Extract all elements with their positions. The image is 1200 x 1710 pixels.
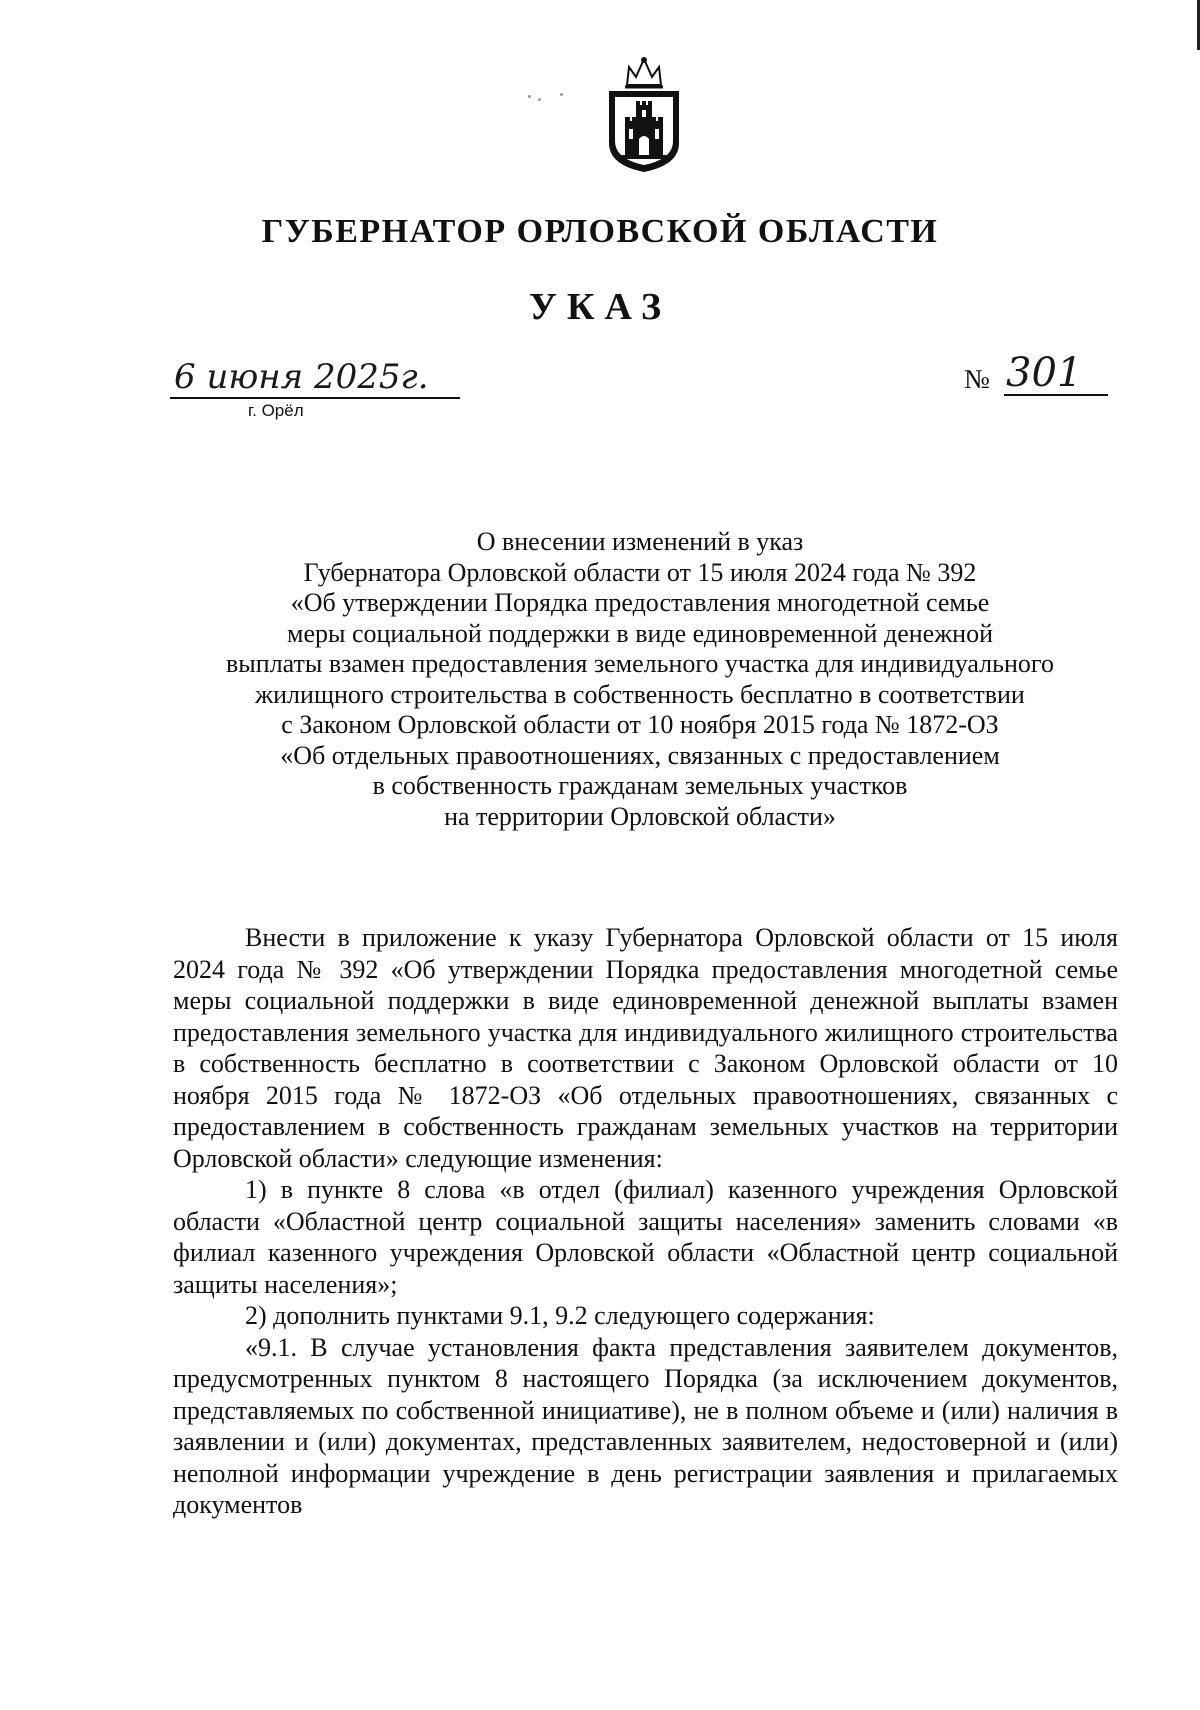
body-paragraph: 1) в пункте 8 слова «в отдел (филиал) казенного учреждения Орловской области «Областной центр социальной защиты населения» заменить словами «в филиал казенного учреждения Орловской области «Областной центр социальной защиты населения»;: [173, 1175, 1118, 1299]
body-paragraph: Внести в приложение к указу Губернатора Орловской области от 15 июля 2024 года № 392 «Об утверждении Порядка предоставления многодетной семье меры социальной поддержки в виде единовременной денежной выплаты взамен предоставления земельного участка для индивидуального жилищного строительства в собственность бесплатно в соответствии с Законом Орловской области от 10 ноября 2015 года № 1872-ОЗ «Об отдельных правоотношениях, связанных с предоставлением в собственность гражданам земельных участков на территории Орловской области» следующие изменения:: [173, 923, 1118, 1173]
subject-line: с Законом Орловской области от 10 ноября 2015 года № 1872-ОЗ: [281, 710, 999, 739]
subject-line: выплаты взамен предоставления земельного участка для индивидуального: [226, 649, 1054, 678]
date-underline: [170, 397, 460, 399]
document-body: [173, 922, 1118, 1521]
city-label: г. Орёл: [248, 401, 304, 420]
number-sign: №: [964, 364, 990, 394]
document-type: УКАЗ: [529, 286, 671, 328]
subject-line: меры социальной поддержки в виде единовременной денежной: [287, 618, 993, 648]
subject-line: О внесении изменений в указ: [476, 527, 804, 556]
body-paragraph: «9.1. В случае установления факта представления заявителем документов, предусмотренных пунктом 8 настоящего Порядка (за исключением документов, представляемых по собственной инициативе), не в полном объеме и (или) наличия в заявлении и (или) документах, представленных заявителем, недостоверной и (или) неполной информации учреждение в день регистрации заявления и прилагаемых документов: [173, 1332, 1118, 1519]
handwritten-number: 301: [1006, 350, 1083, 396]
subject-line: в собственность гражданам земельных участков: [372, 771, 908, 800]
subject-line: на территории Орловской области»: [444, 801, 836, 831]
coat-of-arms-emblem: [603, 55, 685, 175]
subject-line: Губернатора Орловской области от 15 июля 2024 года № 392: [303, 557, 977, 587]
issuer-title: ГУБЕРНАТОР ОРЛОВСКОЙ ОБЛАСТИ: [261, 213, 939, 250]
scan-dot: [528, 95, 531, 98]
number-block: [964, 350, 1114, 400]
scan-dot: [560, 93, 563, 96]
subject-line: жилищного строительства в собственность бесплатно в соответствии: [255, 679, 1025, 709]
body-paragraph: 2) дополнить пунктами 9.1, 9.2 следующего содержания:: [245, 1301, 875, 1330]
subject-line: «Об отдельных правоотношениях, связанных с предоставлением: [280, 740, 1000, 770]
document-subject: [160, 527, 1120, 832]
scan-dot: [538, 98, 541, 101]
subject-line: «Об утверждении Порядка предоставления многодетной семье: [290, 588, 990, 617]
handwritten-date: 6 июня 2025г.: [174, 357, 429, 397]
number-underline: [1004, 394, 1108, 396]
date-block: [170, 355, 495, 420]
